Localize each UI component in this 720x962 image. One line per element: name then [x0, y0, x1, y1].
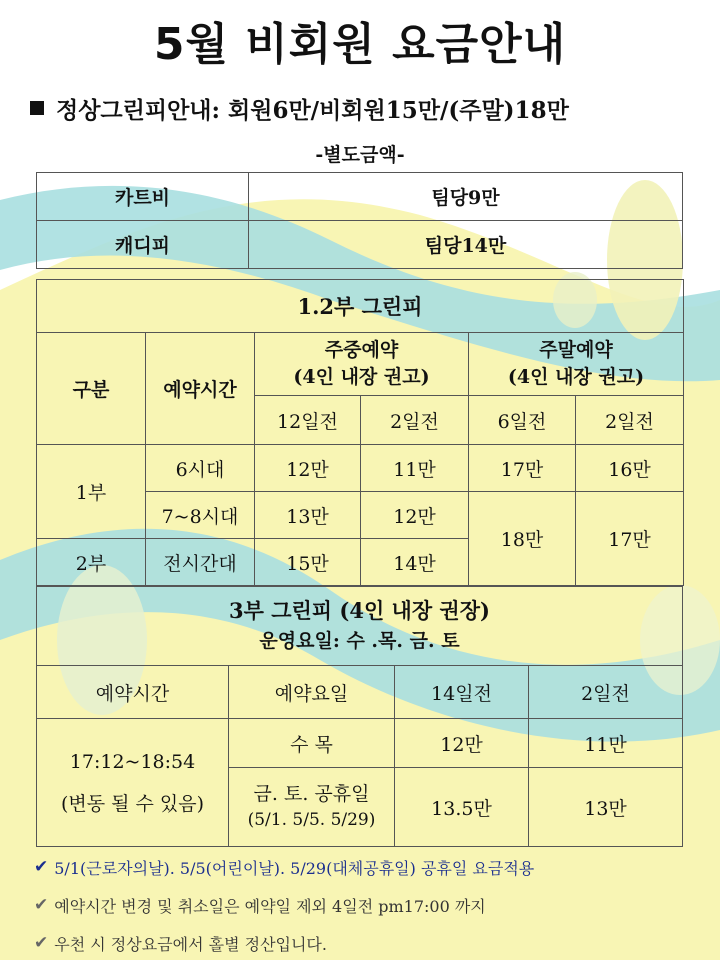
- part3-fee-table: [36, 586, 683, 847]
- table-row: [37, 333, 684, 396]
- square-bullet-icon: [30, 101, 44, 115]
- price-cell: 13만: [529, 768, 683, 847]
- header-2days: 2일전: [529, 666, 683, 719]
- price-cell: 18만: [469, 492, 576, 586]
- price-cell: 12만: [361, 492, 469, 539]
- price-cell: 17만: [576, 492, 684, 586]
- table-row: [37, 173, 683, 221]
- time-range: 17:12~18:54: [69, 750, 196, 773]
- price-cell: 13.5만: [395, 768, 529, 847]
- header-reservation-day: 예약요일: [229, 666, 395, 719]
- part2-label: 2부: [37, 539, 146, 586]
- list-item: [34, 924, 534, 962]
- time-cell: 7~8시대: [146, 492, 255, 539]
- price-cell: 16만: [576, 445, 684, 492]
- note-text: 예약시간 변경 및 취소일은 예약일 제외 4일전 pm17:00 까지: [54, 896, 486, 916]
- header-reservation-time: 예약시간: [146, 333, 255, 445]
- regular-fee-text: 정상그린피안내: 회원6만/비회원15만/(주말)18만: [56, 97, 569, 124]
- header-division: 구분: [37, 333, 146, 445]
- list-item: [34, 848, 534, 886]
- part3-time-cell: [37, 719, 229, 847]
- price-cell: 11만: [361, 445, 469, 492]
- table-row: [37, 280, 684, 333]
- price-cell: 12만: [395, 719, 529, 768]
- holiday-dates: (5/1. 5/5. 5/29): [247, 810, 376, 830]
- page-title: 5월 비회원 요금안내: [153, 19, 567, 70]
- extra-cost-subtitle: -별도금액-: [315, 144, 405, 166]
- time-cell: 6시대: [146, 445, 255, 492]
- table-row: [37, 445, 684, 492]
- part3-title: 3부 그린피 (4인 내장 권장): [229, 598, 490, 623]
- price-cell: 11만: [529, 719, 683, 768]
- header-weekend: [469, 333, 684, 396]
- table-row: [37, 666, 683, 719]
- subheader-2days: 2일전: [361, 396, 469, 445]
- day-label: 금. 토. 공휴일: [253, 783, 370, 805]
- subheader-12days: 12일전: [255, 396, 361, 445]
- part12-title: 1.2부 그린피: [37, 280, 684, 333]
- checkmark-icon: ✔: [34, 933, 49, 953]
- note-text: 5/1(근로자의날). 5/5(어린이날). 5/29(대체공휴일) 공휴일 요금적용: [54, 858, 535, 878]
- day-cell: [229, 768, 395, 847]
- header-14days: 14일전: [395, 666, 529, 719]
- time-note: (변동 될 수 있음): [60, 792, 205, 815]
- weekend-note: (4인 내장 권고): [507, 366, 645, 388]
- table-row: [37, 221, 683, 269]
- operating-days: 운영요일: 수 .목. 금. 토: [259, 630, 460, 652]
- weekday-title: 주중예약: [324, 339, 399, 361]
- price-cell: 17만: [469, 445, 576, 492]
- regular-fee-line: [30, 92, 569, 125]
- weekend-title: 주말예약: [539, 339, 613, 361]
- fee-label: 카트비: [37, 173, 249, 221]
- header-weekday: [255, 333, 469, 396]
- price-cell: 12만: [255, 445, 361, 492]
- header-reservation-time: 예약시간: [37, 666, 229, 719]
- price-cell: 15만: [255, 539, 361, 586]
- time-cell: 전시간대: [146, 539, 255, 586]
- day-cell: 수 목: [229, 719, 395, 768]
- table-row: [37, 587, 683, 666]
- part1-label: 1부: [37, 445, 146, 539]
- subheader-2days: 2일전: [576, 396, 684, 445]
- notes-list: [34, 848, 534, 962]
- checkmark-icon: ✔: [34, 857, 49, 877]
- price-cell: 14만: [361, 539, 469, 586]
- fee-value: 팀당9만: [249, 173, 683, 221]
- weekday-note: (4인 내장 권고): [293, 366, 430, 388]
- table-row: [37, 719, 683, 768]
- fee-value: 팀당14만: [249, 221, 683, 269]
- subheader-6days: 6일전: [469, 396, 576, 445]
- price-cell: 13만: [255, 492, 361, 539]
- list-item: [34, 886, 534, 924]
- part3-header: [37, 587, 683, 666]
- checkmark-icon: ✔: [34, 895, 49, 915]
- fee-label: 캐디피: [37, 221, 249, 269]
- extra-fee-table: [36, 172, 683, 269]
- note-text: 우천 시 정상요금에서 홀별 정산입니다.: [54, 934, 327, 954]
- part12-fee-table: [36, 279, 684, 586]
